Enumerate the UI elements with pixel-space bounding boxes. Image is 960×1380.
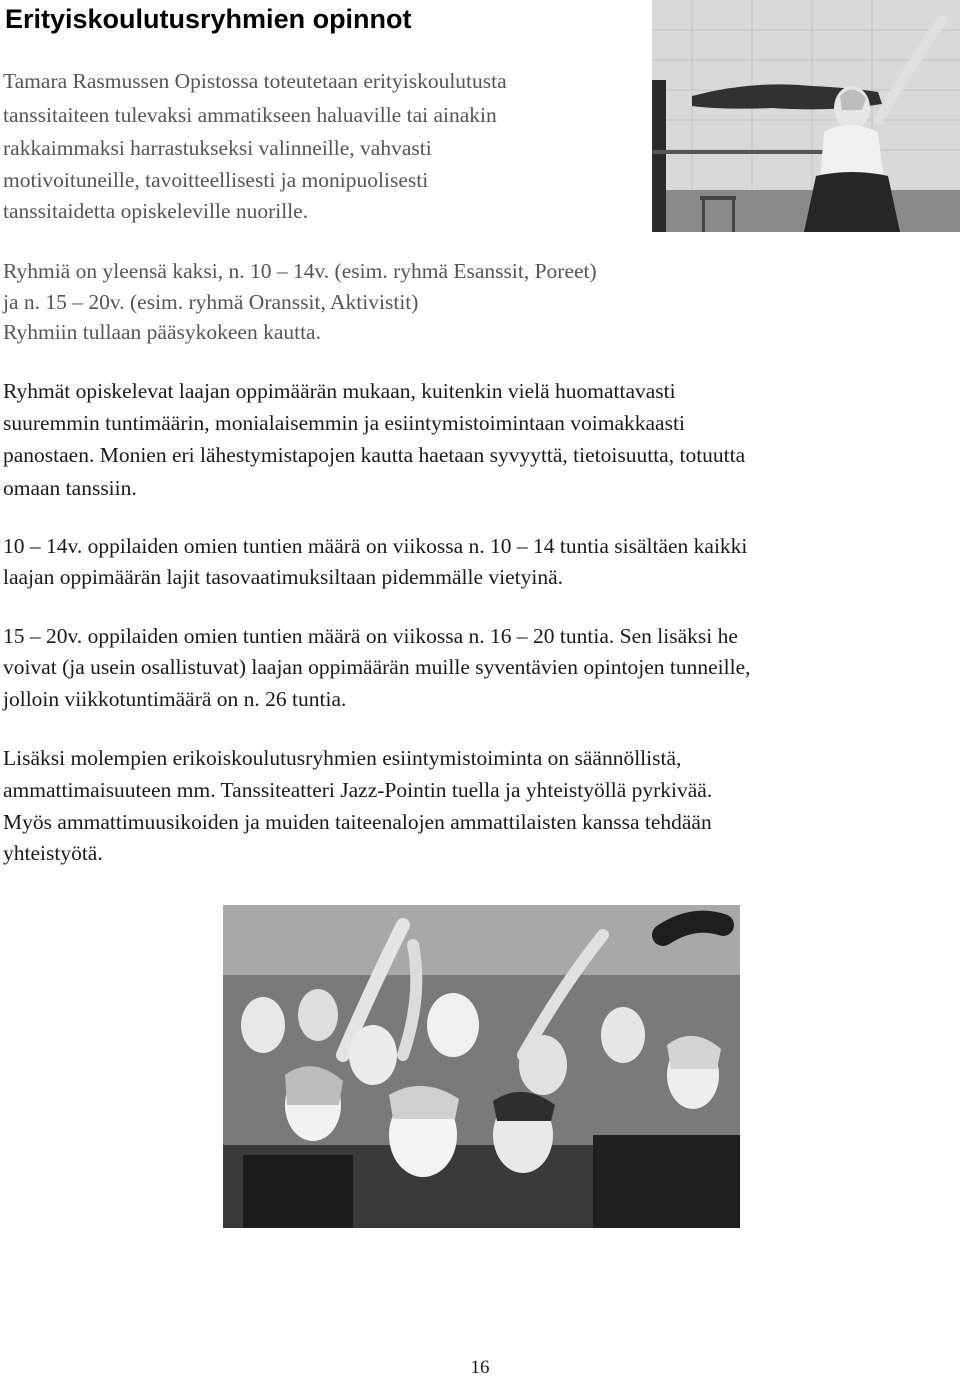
curriculum-line: suuremmin tuntimäärin, monialaisemmin ja esiintymistoimintaan voimakkaasti [3,411,685,435]
performance-line: ammattimaisuuteen mm. Tanssiteatteri Jazz-Pointin tuella ja yhteistyöllä pyrkivää. [3,778,713,802]
page-heading: Erityiskoulutusryhmien opinnot [5,4,412,34]
older-group-line: 15 – 20v. oppilaiden omien tuntien määrä on viikossa n. 16 – 20 tuntia. Sen lisäksi he [3,624,738,648]
young-group-line: laajan oppimäärän lajit tasovaatimuksiltaan pidemmälle vietyinä. [3,565,564,589]
group-dancers-photo [223,905,740,1228]
intro-line: Tamara Rasmussen Opistossa toteutetaan erityiskoulutusta [3,69,507,93]
intro-line: tanssitaiteen tulevaksi ammatikseen haluaville tai ainakin [3,103,497,127]
performance-line: Lisäksi molempien erikoiskoulutusryhmien esiintymistoiminta on säännöllistä, [3,746,682,770]
groups-line: Ryhmiä on yleensä kaksi, n. 10 – 14v. (esim. ryhmä Esanssit, Poreet) [3,259,597,283]
older-group-line: voivat (ja usein osallistuvat) laajan oppimäärän muille syventävien opintojen tunneille, [3,655,751,679]
curriculum-line: panostaen. Monien eri lähestymistapojen kautta haetaan syvyyttä, tietoisuutta, totuutta [3,443,746,467]
older-group-line: jolloin viikkotuntimäärä on n. 26 tuntia. [3,687,347,711]
young-group-line: 10 – 14v. oppilaiden omien tuntien määrä on viikossa n. 10 – 14 tuntia sisältäen kaikki [3,534,748,558]
groups-line: Ryhmiin tullaan pääsykokeen kautta. [3,320,321,344]
intro-line: motivoituneille, tavoitteellisesti ja monipuolisesti [3,168,429,192]
groups-line: ja n. 15 – 20v. (esim. ryhmä Oranssit, Aktivistit) [3,290,419,314]
curriculum-line: Ryhmät opiskelevat laajan oppimäärän mukaan, kuitenkin vielä huomattavasti [3,379,676,403]
performance-line: yhteistyötä. [3,841,103,865]
dance-lift-photo [652,0,960,232]
page-number: 16 [470,1357,490,1378]
performance-line: Myös ammattimuusikoiden ja muiden taiteenalojen ammattilaisten kanssa tehdään [3,810,712,834]
intro-line: rakkaimmaksi harrastukseksi valinneille, vahvasti [3,136,432,160]
curriculum-line: omaan tanssiin. [3,476,137,500]
intro-line: tanssitaidetta opiskeleville nuorille. [3,199,309,223]
